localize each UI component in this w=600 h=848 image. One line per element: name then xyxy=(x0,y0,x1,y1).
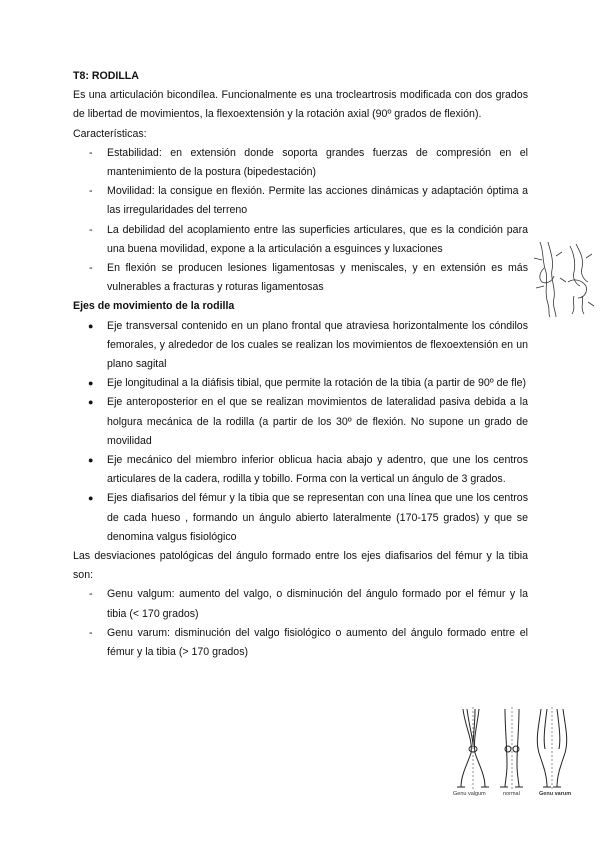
caption-normal: normal xyxy=(503,791,520,797)
list-item: - Movilidad: la consigue en flexión. Permite las acciones dinámicas y adaptación óptima a las irregularidades del terreno xyxy=(73,182,528,220)
list-item: ● Eje mecánico del miembro inferior oblicua hacia abajo y adentro, que une los centros articulares de la cadera, rodilla y tobillo. Forma con la vertical un ángulo de 3 grados. xyxy=(73,451,528,489)
document-body xyxy=(73,67,528,662)
deviations-list xyxy=(73,585,528,662)
knee-anatomy-sketch xyxy=(530,238,596,318)
axes-list xyxy=(73,317,528,547)
list-item: ● Ejes diafisarios del fémur y la tibia que se representan con una línea que une los centros de cada hueso , formando un ángulo abierto lateralmente (170-175 grados) y que se denomina valgus fisiológico xyxy=(73,489,528,547)
deviations-paragraph: Las desviaciones patológicas del ángulo formado entre los ejes diafisarios del fémur y la tibia son: xyxy=(73,550,528,582)
leg-alignment-figure xyxy=(453,705,571,805)
axes-heading: Ejes de movimiento de la rodilla xyxy=(73,300,235,313)
characteristics-heading: Características: xyxy=(73,127,147,140)
list-item: ● Eje anteroposterior en el que se realizan movimientos de lateralidad pasiva debida a la holgura mecánica de la rodilla (a partir de los 30º de flexión. No supone un grado de movilidad xyxy=(73,393,528,451)
caption-genu-valgum: Genu valgum xyxy=(453,791,486,797)
list-item: - Genu valgum: aumento del valgo, o disminución del ángulo formado por el fémur y la tibia (< 170 grados) xyxy=(73,585,528,623)
caption-genu-varum: Genu varum xyxy=(539,791,572,797)
list-item: - Genu varum: disminución del valgo fisiológico o aumento del ángulo formado entre el fémur y la tibia (> 170 grados) xyxy=(73,624,528,662)
list-item: - La debilidad del acoplamiento entre las superficies articulares, que es la condición para una buena movilidad, expone a la articulación a esguinces y luxaciones xyxy=(73,221,528,259)
document-title: T8: RODILLA xyxy=(73,70,139,82)
list-item: ● Eje transversal contenido en un plano frontal que atraviesa horizontalmente los cóndilos femorales, y alrededor de los cuales se realizan los movimientos de flexoextensión en un plano sagital xyxy=(73,317,528,375)
list-item: - En flexión se producen lesiones ligamentosas y meniscales, y en extensión es más vulnerables a fracturas y roturas ligamentosas xyxy=(73,259,528,297)
intro-paragraph: Es una articulación bicondílea. Funcionalmente es una trocleartrosis modificada con dos grados de libertad de movimientos, la flexoextensión y la rotación axial (90º grados de flexión). xyxy=(73,89,528,121)
list-item: ● Eje longitudinal a la diáfisis tibial, que permite la rotación de la tibia (a partir de 90º de fle) xyxy=(73,374,528,393)
characteristics-list xyxy=(73,144,528,298)
list-item: - Estabilidad: en extensión donde soporta grandes fuerzas de compresión en el mantenimiento de la postura (bipedestación) xyxy=(73,144,528,182)
leg-alignment-drawing xyxy=(453,705,571,789)
